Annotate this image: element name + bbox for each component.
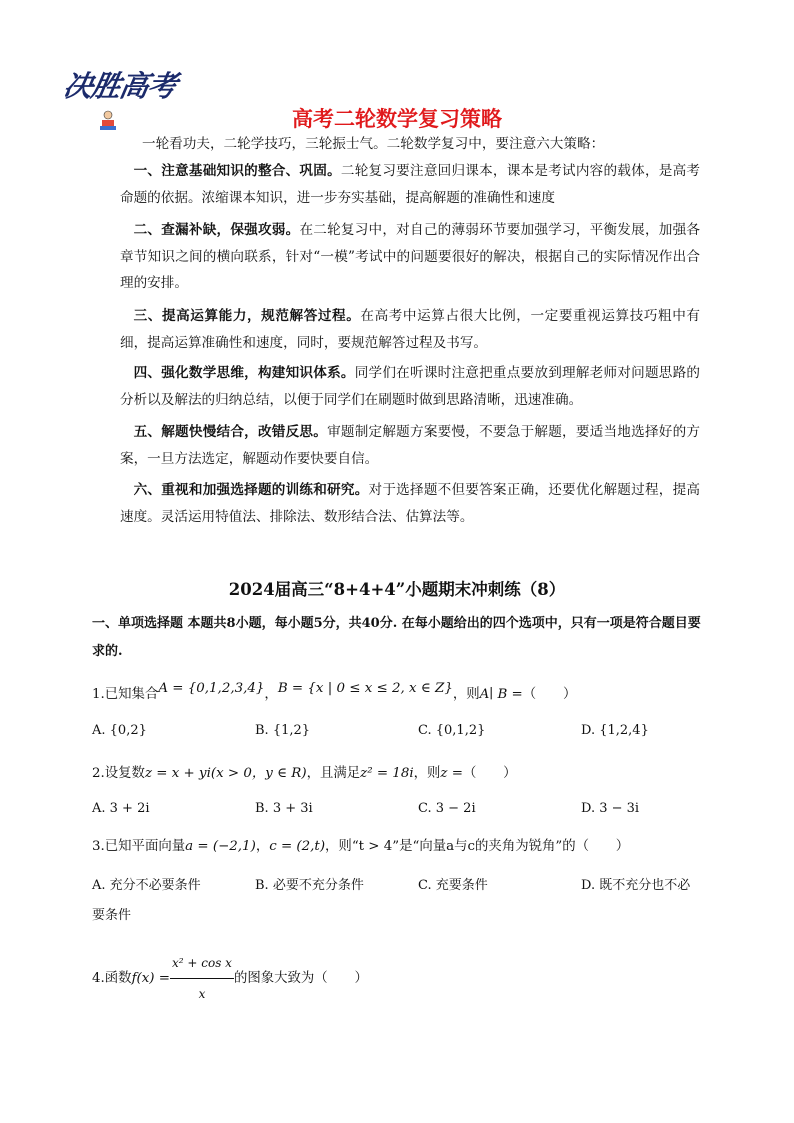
- question-3: [92, 836, 702, 858]
- question-1-expr: A∣ B =: [479, 687, 523, 702]
- question-2-paren: （ ）: [462, 766, 517, 781]
- strategy-title: 高考二轮数学复习策略: [292, 107, 502, 131]
- question-4-number: 4.: [92, 971, 105, 986]
- question-2-text-c: ，则: [413, 766, 441, 781]
- exam-instructions: 一、单项选择题 本题共8小题，每小题5分，共40分. 在每小题给出的四个选项中，只有一项是符合题目要求的.: [92, 616, 701, 659]
- question-4-text-a: 函数: [104, 971, 132, 986]
- strategy-point-3-heading: 三、提高运算能力，规范解答过程。: [133, 308, 361, 324]
- strategy-point-1: [120, 158, 700, 211]
- question-1-text-a: 已知集合: [104, 687, 159, 702]
- question-2-number: 2.: [92, 766, 105, 781]
- strategy-intro-text: 一轮看功夫，二轮学技巧，三轮振士气。二轮数学复习中，要注意六大策略：: [142, 136, 605, 152]
- question-1-set-a: A = {0,1,2,3,4}: [158, 681, 265, 696]
- question-1-paren: （ ）: [522, 687, 577, 702]
- question-2-text-b: ，且满足: [306, 766, 361, 781]
- strategy-point-1-text: 二轮复习要注意回归课本，课本是考试内容的载体，是高考命题的依据。浓缩课本知识，进一步夯实基础，提高解题的准确性和速度: [120, 163, 701, 206]
- question-4-fraction: [170, 948, 234, 1009]
- question-1-option-d[interactable]: D. {1,2,4}: [581, 723, 649, 738]
- question-1-option-b[interactable]: B. {1,2}: [255, 723, 311, 738]
- question-3-option-d-cont: 要条件: [92, 908, 132, 923]
- strategy-point-1-heading: 一、注意基础知识的整合、巩固。: [133, 163, 341, 179]
- question-2-ask: z =: [440, 766, 463, 781]
- strategy-point-4-text: 同学们在听课时注意把重点要放到理解老师对问题思路的分析以及解法的归纳总结，以便于同学们在刷题时做到思路清晰，迅速准确。: [120, 365, 700, 408]
- strategy-intro: [120, 131, 700, 158]
- question-2-text-a: 设复数: [104, 766, 145, 781]
- exam-title: 2024届高三“8+4+4”小题期末冲刺练（8）: [228, 580, 566, 599]
- question-1-sep: ，: [264, 687, 278, 702]
- question-4-text-b: 的图象大致为（ ）: [233, 971, 368, 986]
- strategy-point-6-text: 对于选择题不但要答案正确，还要优化解题过程，提高速度。灵活运用特值法、排除法、数形结合法、估算法等。: [120, 482, 701, 525]
- question-3-text-a: 已知平面向量: [104, 839, 186, 854]
- strategy-point-2-heading: 二、查漏补缺，保强攻弱。: [133, 222, 300, 238]
- question-3-option-d-continuation: [92, 904, 702, 926]
- strategy-point-5-heading: 五、解题快慢结合，改错反思。: [133, 424, 328, 440]
- strategy-point-2: [120, 217, 700, 297]
- question-2-option-c[interactable]: C. 3 − 2i: [418, 801, 476, 816]
- logo-text: 决胜高考: [60, 69, 179, 103]
- question-1-option-c[interactable]: C. {0,1,2}: [418, 723, 486, 738]
- question-3-options: [92, 874, 702, 896]
- question-3-number: 3.: [92, 839, 105, 854]
- question-3-vec-c: c = (2,t): [269, 839, 326, 854]
- question-1-number: 1.: [92, 687, 105, 702]
- question-3-option-a[interactable]: A. 充分不必要条件: [92, 878, 201, 893]
- question-4: [92, 948, 702, 1009]
- question-2-option-b[interactable]: B. 3 + 3i: [255, 801, 313, 816]
- question-4-func: f(x) =: [131, 971, 170, 986]
- question-2-option-a[interactable]: A. 3 + 2i: [92, 801, 150, 816]
- question-3-text-b: ，则“t > 4”是“向量a与c的夹角为锐角”的（ ）: [325, 839, 630, 854]
- strategy-point-4-heading: 四、强化数学思维，构建知识体系。: [133, 365, 355, 381]
- strategy-point-5-text: 审题制定解题方案要慢，不要急于解题，要适当地选择好的方案，一旦方法选定，解题动作要快要自信。: [120, 424, 700, 467]
- question-1-text-b: ，则: [452, 687, 480, 702]
- question-3-vec-a: a = (−2,1): [185, 839, 256, 854]
- question-3-option-c[interactable]: C. 充要条件: [418, 878, 488, 893]
- question-1-option-a[interactable]: A. {0,2}: [92, 723, 147, 738]
- question-3-option-b[interactable]: B. 必要不充分条件: [255, 878, 364, 893]
- question-1-options: [92, 723, 702, 745]
- strategy-point-6: [120, 477, 700, 530]
- strategy-point-6-heading: 六、重视和加强选择题的训练和研究。: [133, 482, 369, 498]
- question-2-expr: z = x + yi(x > 0，y ∈ R): [144, 766, 307, 781]
- question-4-denominator: x: [198, 987, 206, 1001]
- strategy-point-4: [120, 360, 700, 413]
- question-2-cond: z² = 18i: [360, 766, 414, 781]
- strategy-point-5: [120, 419, 700, 472]
- question-3-sep: ，: [255, 839, 270, 854]
- question-2-options: [92, 801, 702, 823]
- strategy-point-2-text: 在二轮复习中，对自己的薄弱环节要加强学习，平衡发展，加强各章节知识之间的横向联系，针对“一模”考试中的问题要很好的解决，根据自己的实际情况作出合理的安排。: [120, 222, 700, 291]
- question-3-option-d[interactable]: D. 既不充分也不必: [581, 878, 691, 893]
- question-2-option-d[interactable]: D. 3 − 3i: [581, 801, 640, 816]
- question-1-set-b: B = {x | 0 ≤ x ≤ 2, x ∈ Z}: [277, 681, 453, 696]
- question-4-numerator: x² + cos x: [170, 948, 234, 979]
- strategy-point-3: [120, 303, 700, 356]
- strategy-point-3-text: 在高考中运算占很大比例，一定要重视运算技巧粗中有细，提高运算准确性和速度，同时，要规范解答过程及书写。: [120, 308, 701, 351]
- question-2: [92, 763, 702, 785]
- question-1: [92, 681, 702, 706]
